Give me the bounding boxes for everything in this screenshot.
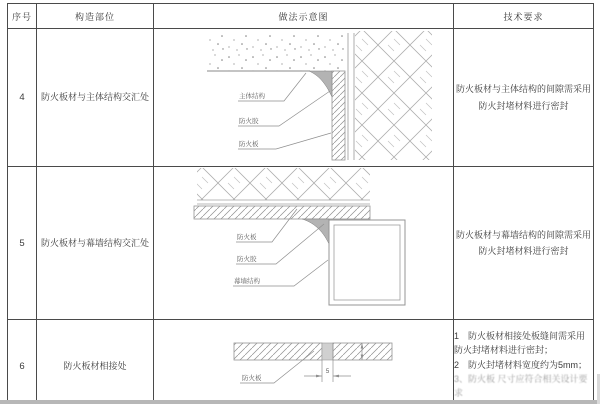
fireproof-board-left	[234, 343, 322, 360]
fireproof-board	[194, 206, 370, 219]
requirement-item-3: 3、防火板 尺寸应符合相关设计要求	[454, 374, 588, 399]
diagram-board-joint	[154, 320, 453, 404]
concrete-slab	[207, 34, 344, 71]
requirement-item-1: 1 防火板材相接处板缝间需采用防火封堵材料进行密封；	[454, 330, 586, 355]
dimension-value: 5	[325, 369, 330, 375]
row5-no: 5	[8, 167, 37, 320]
diagram-label: 防火板	[237, 234, 257, 241]
diagram-label: 幕墙结构	[234, 278, 260, 285]
table-row	[8, 167, 594, 320]
row6-no: 6	[8, 320, 37, 404]
spec-table	[7, 3, 594, 404]
row5-diagram-cell	[154, 167, 454, 320]
row4-part: 防火板材与主体结构交汇处	[37, 29, 154, 167]
header-requirement: 技术要求	[454, 4, 594, 29]
table-row	[8, 320, 594, 404]
diagram-board-to-main-structure	[154, 29, 453, 161]
curtain-wall-mullion	[329, 220, 405, 305]
masonry-wall	[355, 31, 432, 160]
table-row	[8, 29, 594, 167]
diagram-label: 防火板	[242, 375, 262, 382]
requirement-item-2: 2 防火封堵材料宽度约为5mm；	[454, 359, 588, 370]
diagram-label: 防火板	[239, 141, 259, 148]
header-part: 构造部位	[37, 4, 154, 29]
diagram-label: 主体结构	[239, 93, 265, 100]
row6-diagram-cell	[154, 320, 454, 404]
row5-part: 防火板材与幕墙结构交汇处	[37, 167, 154, 320]
diagram-label: 防火胶	[237, 256, 257, 263]
header-no: 序号	[8, 4, 37, 29]
page-bottom-edge	[0, 400, 600, 404]
row4-diagram-cell	[154, 29, 454, 167]
row6-requirement	[454, 320, 594, 404]
row6-part: 防火板材相接处	[37, 320, 154, 404]
diagram-board-to-curtain-wall	[154, 167, 453, 314]
joint-width-dimension	[304, 360, 351, 382]
fireproof-board	[332, 71, 345, 160]
sealant-fillet	[309, 71, 332, 97]
diagram-label: 防火胶	[239, 118, 259, 125]
row4-requirement: 防火板材与主体结构的间隙需采用防火封堵材料进行密封	[454, 29, 594, 167]
row5-requirement: 防火板材与幕墙结构的间隙需采用防火封堵材料进行密封	[454, 167, 594, 320]
table-header-row	[8, 4, 594, 29]
row4-no: 4	[8, 29, 37, 167]
header-diagram: 做法示意图	[154, 4, 454, 29]
joint-sealant	[322, 343, 333, 360]
masonry-wall	[197, 168, 370, 200]
